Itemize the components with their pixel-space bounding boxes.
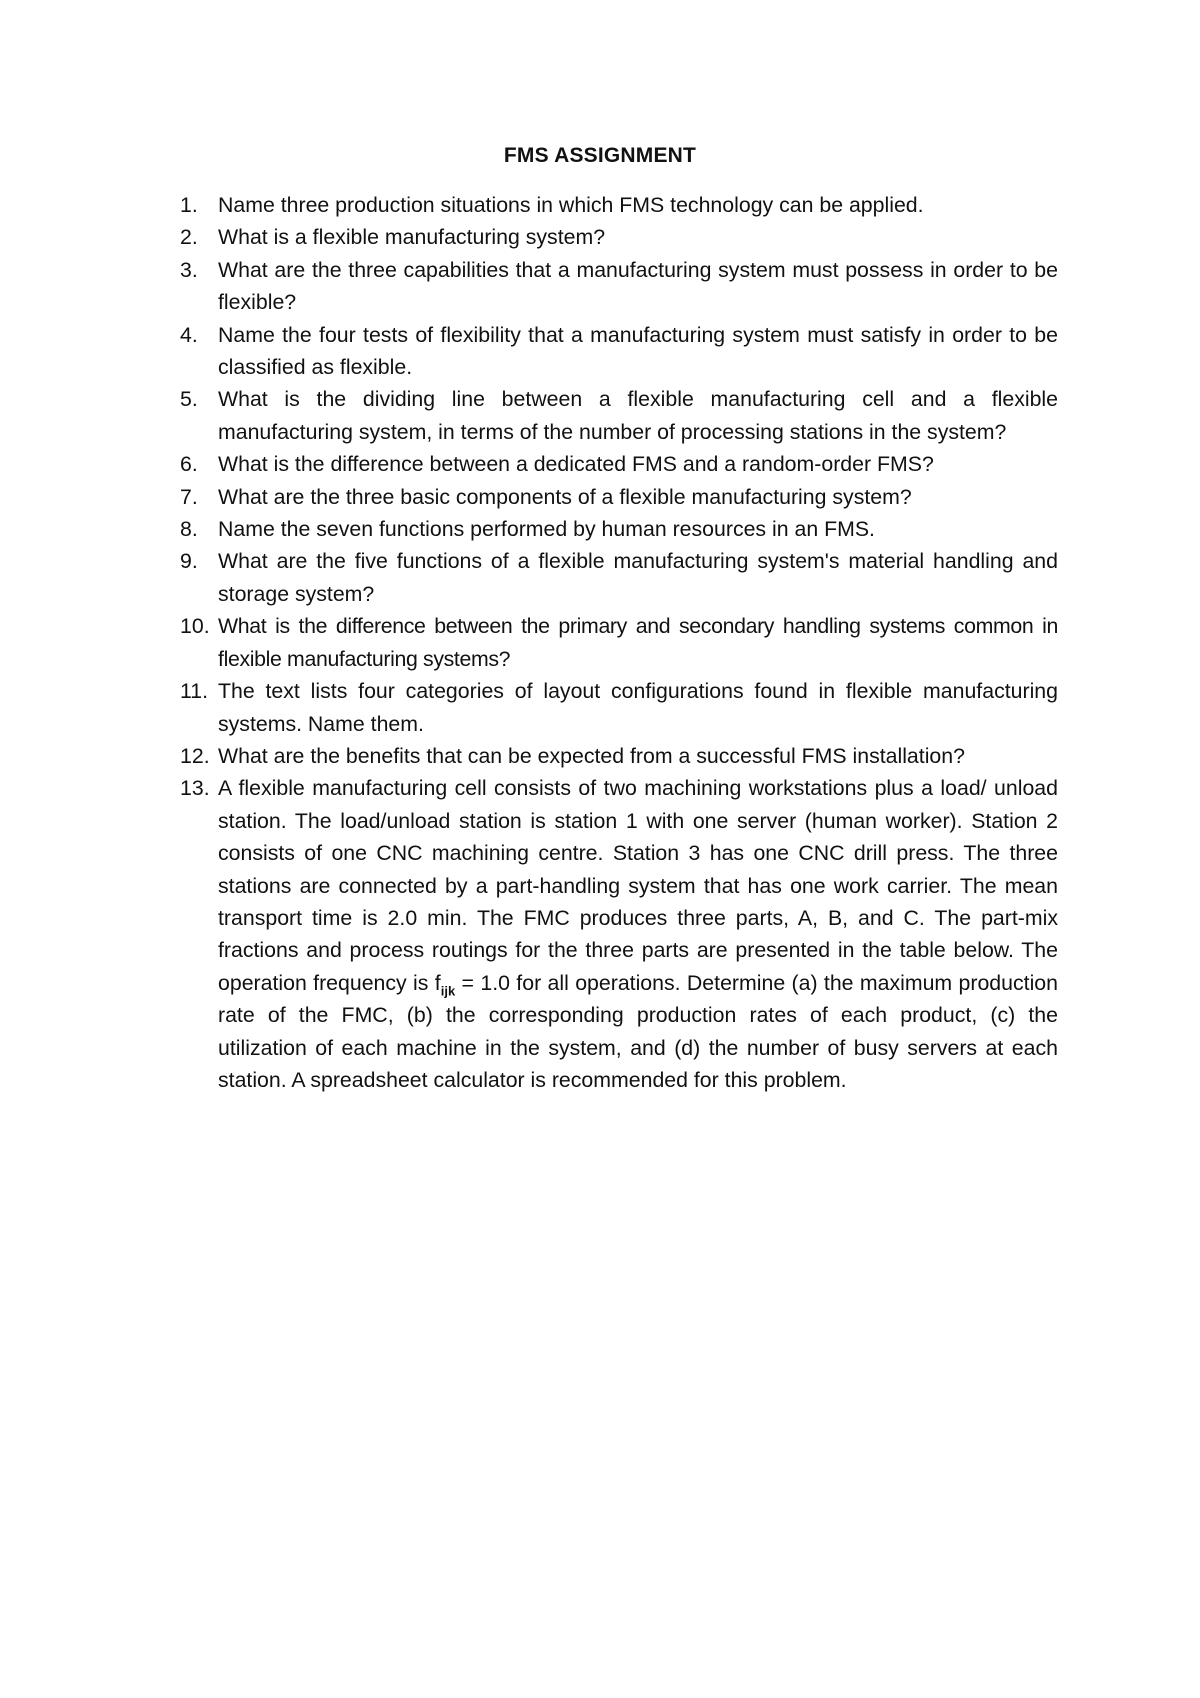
question-number: 4. xyxy=(180,322,198,347)
question-number: 10. xyxy=(180,614,210,639)
question-list xyxy=(180,189,1058,1096)
question-number: 9. xyxy=(180,549,198,574)
question-item xyxy=(180,319,1058,384)
question-item xyxy=(180,221,1058,253)
question-text: The text lists four categories of layout configurations found in flexible manufacturing systems. Name them. xyxy=(218,679,1058,736)
question-number: 12. xyxy=(180,743,210,768)
question-text: What are the three capabilities that a manufacturing system must possess in order to be flexible? xyxy=(218,257,1058,315)
question-item xyxy=(180,513,1058,545)
question-item xyxy=(180,772,1058,1096)
question-item xyxy=(180,448,1058,480)
problem-text-part-1: A flexible manufacturing cell consists of two machining workstations plus a load/ unload station. The load/unload station is station 1 with one server (human worker). Station 2 consists of one CNC machining centre. Station 3 has one CNC drill press. The three stations are connected by a part-handling system that has one work carrier. The mean transport time is 2.0 min. The FMC produces three parts, A, B, and C. The part-mix fractions and process routings for the three parts are presented in the table below. The operation frequency is f xyxy=(218,776,1058,995)
question-item xyxy=(180,740,1058,772)
question-number: 8. xyxy=(180,517,198,542)
question-text: What is the dividing line between a flexible manufacturing cell and a flexible manufacturing system, in terms of the number of processing stations in the system? xyxy=(218,387,1058,444)
question-item xyxy=(180,383,1058,448)
question-text: Name the four tests of flexibility that a manufacturing system must satisfy in order to be classified as flexible. xyxy=(218,322,1058,380)
question-number: 1. xyxy=(180,193,198,217)
question-item xyxy=(180,481,1058,513)
page-title: FMS ASSIGNMENT xyxy=(503,144,697,167)
question-text xyxy=(218,772,1058,1096)
question-item xyxy=(180,545,1058,610)
question-text: Name the seven functions performed by human resources in an FMS. xyxy=(218,517,875,542)
question-text: What is the difference between the primary and secondary handling systems common in flexible manufacturing systems? xyxy=(218,614,1058,671)
question-text: What are the benefits that can be expected from a successful FMS installation? xyxy=(218,743,965,768)
problem-text-part-2: = 1.0 for all operations. Determine (a) the maximum production rate of the FMC, (b) the corresponding production rates of each product, (c) the utilization of each machine in the system, and (d) the number of busy servers at each station. A spreadsheet calculator is recommended for this problem. xyxy=(218,970,1058,1092)
question-item xyxy=(180,189,1058,221)
question-number: 3. xyxy=(180,257,198,282)
question-text: What is the difference between a dedicated FMS and a random-order FMS? xyxy=(218,452,934,477)
question-number: 6. xyxy=(180,452,198,477)
question-number: 7. xyxy=(180,484,198,509)
question-number: 11. xyxy=(180,679,209,704)
question-number: 5. xyxy=(180,387,198,412)
question-text: What is a flexible manufacturing system? xyxy=(218,225,606,250)
operation-frequency-subscript: ijk xyxy=(440,983,456,998)
question-text: What are the five functions of a flexible manufacturing system's material handling and storage system? xyxy=(218,549,1058,606)
question-number: 13. xyxy=(180,776,210,801)
question-item xyxy=(180,675,1058,740)
question-item xyxy=(180,254,1058,319)
question-text: What are the three basic components of a flexible manufacturing system? xyxy=(218,484,912,509)
question-text: Name three production situations in which FMS technology can be applied. xyxy=(218,193,924,217)
question-number: 2. xyxy=(180,225,198,250)
question-item xyxy=(180,610,1058,675)
